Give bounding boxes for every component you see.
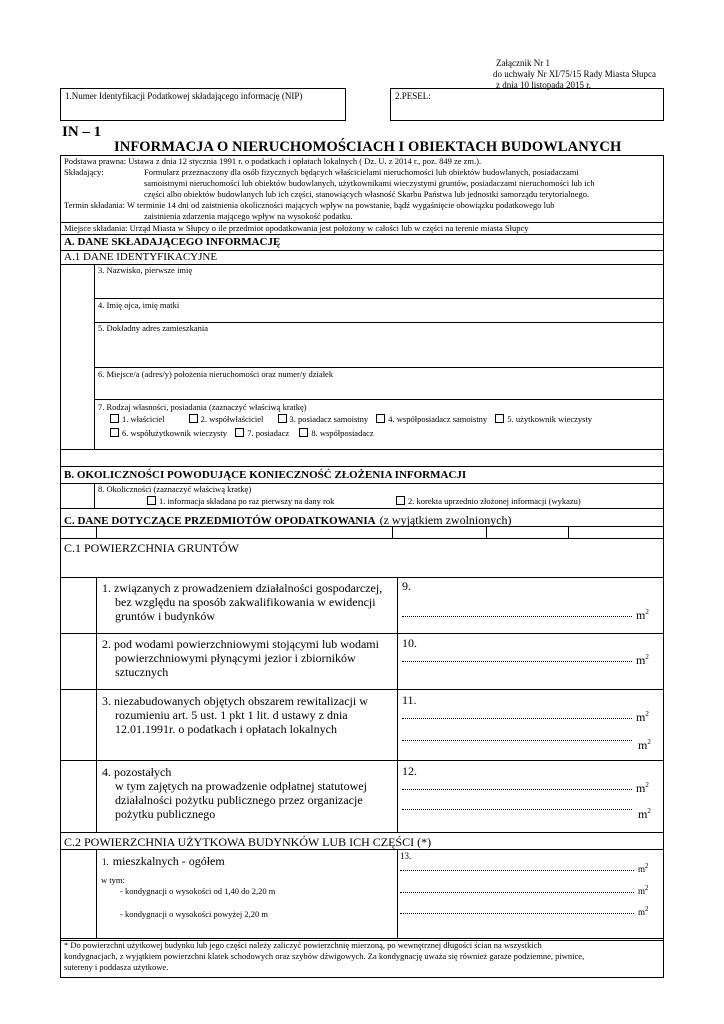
field-13b-input[interactable] [400, 913, 634, 914]
field-10-label: 10. [402, 636, 417, 650]
field-12-input-2[interactable] [402, 809, 632, 810]
address-label: 5. Dokładny adres zamieszkania [98, 323, 208, 333]
pesel-label: 2.PESEL: [395, 91, 431, 101]
property-location-label: 6. Miejsce/a (adres/y) położenia nieruchomości oraz numer/y działek [98, 369, 334, 379]
ownership-owner[interactable]: 1. właściciel [110, 414, 164, 424]
ownership-label: 7. Rodzaj własności, posiadania (zaznaczyć właściwą kratkę) [98, 402, 307, 412]
filers-line-3: części albo obiektów budowlanych lub ich części, stanowiących własność Skarbu Państwa lub jednostki samorządu terytorialnego. [144, 189, 590, 199]
section-c-title: C. DANE DOTYCZĄCE PRZEDMIOTÓW OPODATKOWANIA [64, 515, 376, 527]
attachment-label: Załącznik Nr 1 [496, 58, 550, 68]
circumstance-correction[interactable]: 2. korekta uprzednio złożonej informacji (wykazu) [396, 496, 581, 507]
ownership-holder[interactable]: 7. posiadacz [235, 428, 289, 438]
field-13b-unit: $m^2$ [638, 905, 649, 917]
section-c2-title: C.2 POWIERZCHNIA UŻYTKOWA BUDYNKÓW LUB ICH CZĘŚCI (*) [64, 835, 432, 849]
field-13-label: 13. [400, 851, 412, 861]
nip-label: 1.Numer Identyfikacji Podatkowej składającego informację (NIP) [65, 91, 303, 101]
field-13-unit: $m^2$ [638, 862, 649, 874]
field-11-input-2[interactable] [402, 740, 632, 741]
footnote-line-3: sutereny i poddasza użytkowe. [64, 962, 169, 972]
property-location-field[interactable] [95, 367, 664, 399]
pesel-field[interactable] [390, 88, 664, 121]
checkbox-icon [278, 414, 287, 423]
circumstances-label: 8. Okoliczności (zaznaczyć właściwą kratkę) [98, 484, 252, 494]
checkbox-icon [110, 414, 119, 423]
field-10-input[interactable] [402, 661, 632, 662]
checkbox-icon [110, 428, 119, 437]
legal-basis: Podstawa prawna: Ustawa z dnia 12 stycznia 1991 r. o podatkach i opłatach lokalnych ( Dz. U. z 2014 r., poz. 849 ze zm.). [64, 156, 482, 166]
field-9-label: 9. [402, 579, 411, 593]
submission-place: Miejsce składania: Urząd Miasta w Słupcy o ile przedmiot opodatkowania jest położony w całości lub w części na terenie miasta Słupcy [64, 223, 529, 233]
section-c-note: (z wyjątkiem zwolnionych) [379, 513, 512, 527]
ownership-co-perpetual-user[interactable]: 6. współużytkownik wieczysty [110, 428, 227, 438]
ownership-row-2 [110, 428, 374, 439]
nip-field[interactable] [60, 88, 346, 121]
field-11-unit-2: $m^2$ [638, 738, 651, 752]
parents-names-label: 4. Imię ojca, imię matki [98, 300, 180, 310]
field-9-input[interactable] [402, 616, 632, 617]
section-b-title: B. OKOLICZNOŚCI POWODUJĄCE KONIECZNOŚĆ ZŁOŻENIA INFORMACJI [64, 469, 467, 481]
deadline-line-1: Termin składania: W terminie 14 dni od zaistnienia okoliczności mających wpływ na powstanie, bądź wygaśnięcie obowiązku podatkowego lub [64, 200, 555, 210]
section-a1-title: A.1 DANE IDENTYFIKACYJNE [64, 251, 218, 263]
footnote-line-2: kondygnacjach, z wyjątkiem powierzchni klatek schodowych oraz szybów dźwigowych. Za kondygnację uważa się również garaże podziemne, piwnice, [64, 951, 585, 961]
field-11-label: 11. [402, 693, 417, 707]
resolution-date: z dnia 10 listopada 2015 r. [496, 80, 591, 90]
land-other-label: 4. pozostałych w tym zajętych na prowadzenie odpłatnej statutowej działalności pożytku publicznego przez organizacje pożytku publicznego [102, 765, 367, 821]
field-13a-input[interactable] [400, 892, 634, 893]
filers-label: Składający: [64, 167, 104, 177]
checkbox-icon [189, 414, 198, 423]
checkbox-icon [147, 496, 156, 505]
form-title: INFORMACJA O NIERUCHOMOŚCIACH I OBIEKTACH BUDOWLANYCH [114, 139, 622, 155]
circumstance-first-time[interactable]: 1. informacja składana po raz pierwszy na dany rok [147, 496, 334, 507]
field-12-unit: $m^2$ [636, 781, 649, 795]
field-13-input[interactable] [400, 870, 634, 871]
ownership-co-possessor[interactable]: 4. współposiadacz samoistny [376, 414, 487, 424]
checkbox-icon [495, 414, 504, 423]
land-business-label: 1. związanych z prowadzeniem działalności gospodarczej, bez względu na sposób zakwalifikowania w ewidencji gruntów i budynków [102, 581, 383, 623]
field-11-input[interactable] [402, 718, 632, 719]
checkbox-icon [376, 414, 385, 423]
surname-field[interactable] [95, 264, 664, 298]
height-above-2-20-label: - kondygnacji o wysokości powyżej 2,20 m [120, 909, 269, 919]
field-9-unit: $m^2$ [636, 608, 649, 622]
residential-total-label: 1. mieszkalnych - ogółem [102, 854, 225, 868]
parents-names-field[interactable] [95, 298, 664, 322]
resolution-label: do uchwały Nr XI/75/15 Rady Miasta Słupca [493, 69, 656, 79]
field-12-label: 12. [402, 764, 417, 778]
filers-line-2: samoistnymi nieruchomości lub obiektów budowlanych, użytkownikami wieczystymi gruntów, posiadaczami nieruchomości lub ich [144, 178, 595, 188]
checkbox-icon [235, 428, 244, 437]
ownership-row-1 [110, 414, 592, 425]
checkbox-icon [299, 428, 308, 437]
address-field[interactable] [95, 322, 664, 367]
ownership-co-owner[interactable]: 2. współwłaściciel [189, 414, 264, 424]
field-13a-unit: $m^2$ [638, 884, 649, 896]
deadline-line-2: zaistnienia zdarzenia mającego wpływ na wysokość podatku. [144, 211, 353, 221]
field-11-unit: $m^2$ [636, 710, 649, 724]
filers-line-1: Formularz przeznaczony dla osób fizycznych będących właścicielami nieruchomości lub obiektów budowlanych, posiadaczami [144, 167, 579, 177]
field-12-unit-2: $m^2$ [638, 807, 651, 821]
in-which-label: w tym: [101, 875, 125, 885]
ownership-possessor[interactable]: 3. posiadacz samoistny [278, 414, 369, 424]
surname-label: 3. Nazwisko, pierwsze imię [98, 265, 193, 275]
checkbox-icon [396, 496, 405, 505]
field-12-input[interactable] [402, 789, 632, 790]
ownership-co-holder[interactable]: 8. współposiadacz [299, 428, 373, 438]
section-a-title: A. DANE SKŁADAJĄCEGO INFORMACJĘ [64, 236, 281, 248]
ownership-perpetual-user[interactable]: 5. użytkownik wieczysty [495, 414, 592, 424]
height-1-40-2-20-label: - kondygnacji o wysokości od 1,40 do 2,20 m [120, 886, 276, 896]
land-revitalization-label: 3. niezabudowanych objętych obszarem rewitalizacji w rozumieniu art. 5 ust. 1 pkt 1 lit. d ustawy z dnia 12.01.1991r. o podatkach i opłatach lokalnych [102, 694, 368, 736]
land-water-label: 2. pod wodami powierzchniowymi stojącymi lub wodami powierzchniowymi płynącymi jezior i zbiorników sztucznych [102, 637, 379, 679]
section-c1-title: C.1 POWIERZCHNIA GRUNTÓW [64, 541, 239, 555]
footnote-line-1: * Do powierzchni użytkowej budynku lub jego części należy zaliczyć powierzchnię mierzoną, po wewnętrznej długości ścian na wszystkich [64, 940, 542, 950]
form-code: IN – 1 [62, 124, 102, 140]
field-10-unit: $m^2$ [636, 653, 649, 667]
